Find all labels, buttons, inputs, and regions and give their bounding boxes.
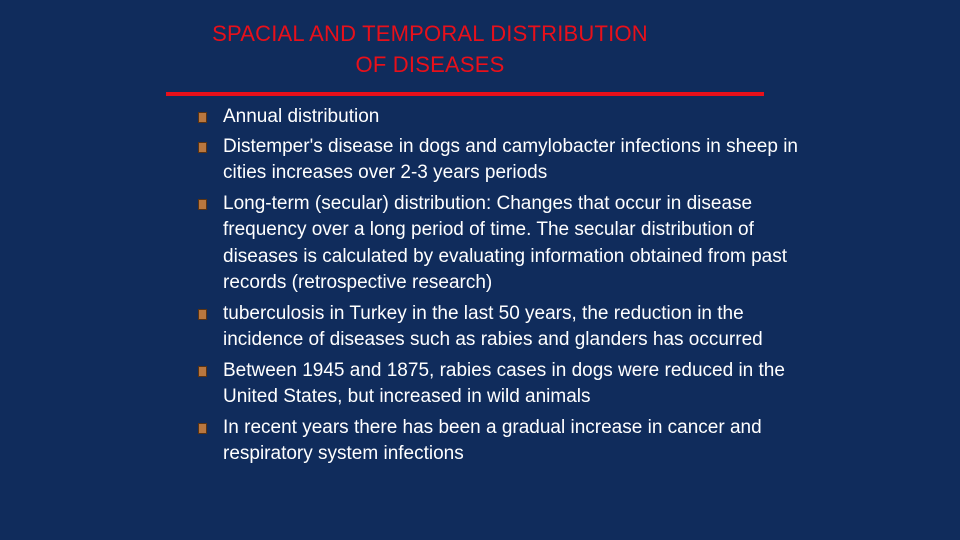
bullet-item (198, 415, 818, 468)
bullet-text: In recent years there has been a gradual increase in cancer and respiratory system infections (223, 416, 762, 464)
bullet-item (198, 104, 818, 131)
bullet-text: Between 1945 and 1875, rabies cases in dogs were reduced in the United States, but increased in wild animals (223, 359, 785, 407)
square-bullet-icon (198, 112, 207, 123)
slide-title-line-1: SPACIAL AND TEMPORAL DISTRIBUTION (212, 21, 648, 46)
title-underline-divider (166, 92, 764, 96)
square-bullet-icon (198, 142, 207, 153)
bullet-text: tuberculosis in Turkey in the last 50 years, the reduction in the incidence of diseases such as rabies and glanders has occurred (223, 302, 763, 350)
bullet-item (198, 191, 818, 297)
slide-title-line-2: OF DISEASES (355, 52, 505, 77)
bullet-item (198, 358, 818, 411)
square-bullet-icon (198, 309, 207, 320)
square-bullet-icon (198, 199, 207, 210)
bullet-item (198, 134, 818, 187)
slide-title (130, 18, 730, 80)
square-bullet-icon (198, 423, 207, 434)
bullet-text: Distemper's disease in dogs and camylobacter infections in sheep in cities increases over 2-3 years periods (223, 135, 798, 183)
square-bullet-icon (198, 366, 207, 377)
bullet-text: Long-term (secular) distribution: Changes that occur in disease frequency over a long period of time. The secular distribution of diseases is calculated by evaluating information obtained from past records (retrospective research) (223, 192, 787, 293)
bullet-text: Annual distribution (223, 106, 380, 127)
bullet-item (198, 301, 818, 354)
bullet-list (198, 104, 818, 472)
